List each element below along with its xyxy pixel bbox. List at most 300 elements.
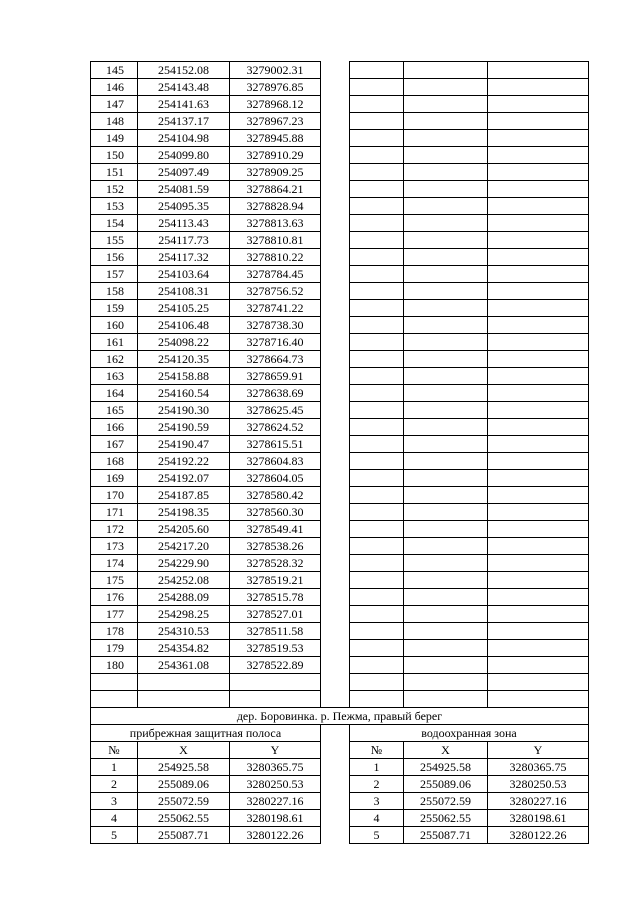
point-number: 174: [91, 555, 138, 572]
x-coordinate: 254217.20: [138, 538, 230, 555]
empty-cell: [350, 402, 404, 419]
x-coordinate: 254097.49: [138, 164, 230, 181]
table-row: [91, 79, 589, 96]
x-coordinate: 254141.63: [138, 96, 230, 113]
x-coordinate: 254143.48: [138, 79, 230, 96]
table-row: [91, 504, 589, 521]
table-row: [91, 623, 589, 640]
table-gap: [321, 725, 350, 742]
empty-cell: [404, 419, 488, 436]
empty-cell: [404, 657, 488, 674]
empty-cell: [350, 674, 404, 691]
x-coordinate: 254925.58: [404, 759, 488, 776]
empty-cell: [350, 351, 404, 368]
header-y: Y: [230, 742, 321, 759]
x-coordinate: 254098.22: [138, 334, 230, 351]
empty-cell: [404, 96, 488, 113]
empty-cell: [350, 96, 404, 113]
point-number: 145: [91, 62, 138, 79]
y-coordinate: 3280122.26: [230, 827, 321, 844]
empty-cell: [350, 470, 404, 487]
table-gap: [321, 215, 350, 232]
x-coordinate: 254361.08: [138, 657, 230, 674]
table-row: [91, 487, 589, 504]
point-number: 4: [91, 810, 138, 827]
empty-cell: [488, 232, 589, 249]
table-row: [91, 130, 589, 147]
empty-cell: [488, 164, 589, 181]
empty-cell: [404, 555, 488, 572]
table-gap: [321, 130, 350, 147]
empty-cell: [404, 572, 488, 589]
empty-cell: [488, 300, 589, 317]
y-coordinate: 3278604.83: [230, 453, 321, 470]
empty-cell: [404, 436, 488, 453]
y-coordinate: 3278968.12: [230, 96, 321, 113]
y-coordinate: 3280198.61: [230, 810, 321, 827]
empty-cell: [350, 79, 404, 96]
table-row: [91, 657, 589, 674]
table-gap: [321, 368, 350, 385]
table-row: [91, 147, 589, 164]
y-coordinate: 3279002.31: [230, 62, 321, 79]
table-row: [91, 759, 589, 776]
empty-cell: [488, 657, 589, 674]
y-coordinate: 3278527.01: [230, 606, 321, 623]
y-coordinate: 3278784.45: [230, 266, 321, 283]
empty-cell: [404, 691, 488, 708]
empty-cell: [350, 691, 404, 708]
empty-cell: [138, 674, 230, 691]
header-x: X: [404, 742, 488, 759]
point-number: 164: [91, 385, 138, 402]
table-row: [91, 402, 589, 419]
empty-cell: [350, 368, 404, 385]
y-coordinate: 3280250.53: [230, 776, 321, 793]
empty-cell: [488, 606, 589, 623]
point-number: 159: [91, 300, 138, 317]
table-gap: [321, 504, 350, 521]
empty-cell: [488, 198, 589, 215]
point-number: 1: [350, 759, 404, 776]
section-title-row: [91, 708, 589, 725]
table-gap: [321, 198, 350, 215]
empty-cell: [488, 419, 589, 436]
point-number: 147: [91, 96, 138, 113]
empty-cell: [404, 283, 488, 300]
table-gap: [321, 487, 350, 504]
empty-cell: [404, 470, 488, 487]
empty-cell: [350, 385, 404, 402]
point-number: 5: [91, 827, 138, 844]
point-number: 155: [91, 232, 138, 249]
table-row: [91, 351, 589, 368]
x-coordinate: 255072.59: [138, 793, 230, 810]
empty-cell: [350, 657, 404, 674]
table-row: [91, 113, 589, 130]
empty-cell: [350, 283, 404, 300]
empty-cell: [488, 623, 589, 640]
empty-cell: [350, 419, 404, 436]
empty-cell: [350, 130, 404, 147]
point-number: 148: [91, 113, 138, 130]
empty-cell: [404, 215, 488, 232]
y-coordinate: 3280122.26: [488, 827, 589, 844]
table-gap: [321, 62, 350, 79]
empty-cell: [488, 130, 589, 147]
empty-cell: [350, 198, 404, 215]
point-number: 166: [91, 419, 138, 436]
x-coordinate: 254104.98: [138, 130, 230, 147]
empty-cell: [350, 147, 404, 164]
point-number: 176: [91, 589, 138, 606]
point-number: 165: [91, 402, 138, 419]
table-gap: [321, 453, 350, 470]
coordinates-table: [90, 61, 589, 844]
table-gap: [321, 79, 350, 96]
empty-cell: [350, 317, 404, 334]
table-row: [91, 419, 589, 436]
point-number: 168: [91, 453, 138, 470]
table-gap: [321, 606, 350, 623]
y-coordinate: 3278528.32: [230, 555, 321, 572]
empty-cell: [404, 198, 488, 215]
point-number: 153: [91, 198, 138, 215]
empty-cell: [488, 385, 589, 402]
header-x: X: [138, 742, 230, 759]
table-row: [91, 589, 589, 606]
empty-cell: [91, 691, 138, 708]
empty-cell: [488, 96, 589, 113]
empty-cell: [350, 572, 404, 589]
empty-cell: [488, 249, 589, 266]
y-coordinate: 3278538.26: [230, 538, 321, 555]
point-number: 146: [91, 79, 138, 96]
point-number: 5: [350, 827, 404, 844]
table-gap: [321, 674, 350, 691]
x-coordinate: 255087.71: [138, 827, 230, 844]
table-gap: [321, 470, 350, 487]
empty-cell: [404, 606, 488, 623]
empty-cell: [350, 623, 404, 640]
table-row: [91, 249, 589, 266]
y-coordinate: 3278625.45: [230, 402, 321, 419]
point-number: 150: [91, 147, 138, 164]
y-coordinate: 3278580.42: [230, 487, 321, 504]
empty-cell: [488, 572, 589, 589]
x-coordinate: 254229.90: [138, 555, 230, 572]
empty-cell: [350, 555, 404, 572]
table-gap: [321, 334, 350, 351]
point-number: 173: [91, 538, 138, 555]
x-coordinate: 254105.25: [138, 300, 230, 317]
y-coordinate: 3278864.21: [230, 181, 321, 198]
x-coordinate: 254120.35: [138, 351, 230, 368]
y-coordinate: 3278615.51: [230, 436, 321, 453]
table-gap: [321, 827, 350, 844]
table-gap: [321, 657, 350, 674]
table-gap: [321, 793, 350, 810]
point-number: 1: [91, 759, 138, 776]
table-gap: [321, 538, 350, 555]
empty-cell: [404, 521, 488, 538]
empty-cell: [488, 368, 589, 385]
table-gap: [321, 351, 350, 368]
table-row: [91, 215, 589, 232]
empty-cell: [488, 283, 589, 300]
empty-cell: [488, 402, 589, 419]
empty-cell: [488, 266, 589, 283]
point-number: 156: [91, 249, 138, 266]
empty-cell: [488, 504, 589, 521]
empty-cell: [404, 249, 488, 266]
y-coordinate: 3278659.91: [230, 368, 321, 385]
table-row: [91, 232, 589, 249]
empty-cell: [488, 181, 589, 198]
empty-cell: [350, 232, 404, 249]
empty-cell: [404, 147, 488, 164]
y-coordinate: 3280365.75: [230, 759, 321, 776]
x-coordinate: 254117.32: [138, 249, 230, 266]
y-coordinate: 3280227.16: [488, 793, 589, 810]
empty-cell: [404, 266, 488, 283]
table-row: [91, 334, 589, 351]
empty-cell: [230, 674, 321, 691]
empty-cell: [350, 164, 404, 181]
x-coordinate: 255062.55: [404, 810, 488, 827]
empty-cell: [350, 487, 404, 504]
empty-cell: [350, 113, 404, 130]
x-coordinate: 255089.06: [138, 776, 230, 793]
table-gap: [321, 402, 350, 419]
table-row: [91, 572, 589, 589]
header-number: №: [91, 742, 138, 759]
empty-cell: [488, 589, 589, 606]
point-number: 4: [350, 810, 404, 827]
x-coordinate: 254354.82: [138, 640, 230, 657]
y-coordinate: 3280198.61: [488, 810, 589, 827]
table-gap: [321, 300, 350, 317]
y-coordinate: 3278810.22: [230, 249, 321, 266]
point-number: 178: [91, 623, 138, 640]
x-coordinate: 254137.17: [138, 113, 230, 130]
point-number: 157: [91, 266, 138, 283]
empty-cell: [91, 674, 138, 691]
x-coordinate: 254190.59: [138, 419, 230, 436]
table-row: [91, 538, 589, 555]
table-row: [91, 640, 589, 657]
table-gap: [321, 691, 350, 708]
y-coordinate: 3278945.88: [230, 130, 321, 147]
section-title: дер. Боровинка. р. Пежма, правый берег: [91, 708, 589, 725]
point-number: 2: [91, 776, 138, 793]
table-gap: [321, 249, 350, 266]
zone-title-row: [91, 725, 589, 742]
empty-cell: [488, 555, 589, 572]
empty-cell: [404, 130, 488, 147]
table-row: [91, 810, 589, 827]
x-coordinate: 254106.48: [138, 317, 230, 334]
empty-cell: [404, 674, 488, 691]
y-coordinate: 3280227.16: [230, 793, 321, 810]
table-row: [91, 96, 589, 113]
point-number: 152: [91, 181, 138, 198]
y-coordinate: 3278909.25: [230, 164, 321, 181]
y-coordinate: 3278549.41: [230, 521, 321, 538]
empty-cell: [350, 606, 404, 623]
point-number: 163: [91, 368, 138, 385]
empty-cell: [350, 181, 404, 198]
table-row: [91, 368, 589, 385]
table-row: [91, 181, 589, 198]
x-coordinate: 254160.54: [138, 385, 230, 402]
point-number: 3: [350, 793, 404, 810]
empty-cell: [404, 62, 488, 79]
y-coordinate: 3278511.58: [230, 623, 321, 640]
empty-cell: [404, 487, 488, 504]
table-row: [91, 606, 589, 623]
empty-cell: [404, 623, 488, 640]
point-number: 179: [91, 640, 138, 657]
empty-cell: [230, 691, 321, 708]
x-coordinate: 254925.58: [138, 759, 230, 776]
table-gap: [321, 181, 350, 198]
x-coordinate: 254081.59: [138, 181, 230, 198]
y-coordinate: 3278741.22: [230, 300, 321, 317]
empty-cell: [488, 436, 589, 453]
point-number: 162: [91, 351, 138, 368]
empty-cell: [404, 334, 488, 351]
x-coordinate: 254108.31: [138, 283, 230, 300]
x-coordinate: 254113.43: [138, 215, 230, 232]
x-coordinate: 254152.08: [138, 62, 230, 79]
empty-cell: [350, 589, 404, 606]
table-row: [91, 521, 589, 538]
point-number: 177: [91, 606, 138, 623]
empty-cell: [404, 164, 488, 181]
x-coordinate: 255087.71: [404, 827, 488, 844]
empty-cell: [350, 521, 404, 538]
empty-cell: [488, 470, 589, 487]
x-coordinate: 255072.59: [404, 793, 488, 810]
x-coordinate: 255089.06: [404, 776, 488, 793]
x-coordinate: 254117.73: [138, 232, 230, 249]
y-coordinate: 3278756.52: [230, 283, 321, 300]
table-gap: [321, 623, 350, 640]
table-gap: [321, 572, 350, 589]
empty-cell: [350, 249, 404, 266]
empty-cell: [404, 385, 488, 402]
y-coordinate: 3278519.53: [230, 640, 321, 657]
empty-cell: [404, 181, 488, 198]
table-row: [91, 555, 589, 572]
empty-cell: [488, 674, 589, 691]
empty-row: [91, 691, 589, 708]
x-coordinate: 254288.09: [138, 589, 230, 606]
table-row: [91, 453, 589, 470]
empty-cell: [138, 691, 230, 708]
table-gap: [321, 232, 350, 249]
table-gap: [321, 113, 350, 130]
y-coordinate: 3280250.53: [488, 776, 589, 793]
table-gap: [321, 385, 350, 402]
table-row: [91, 62, 589, 79]
empty-cell: [404, 113, 488, 130]
table-gap: [321, 147, 350, 164]
header-row: [91, 742, 589, 759]
empty-cell: [488, 334, 589, 351]
x-coordinate: 254187.85: [138, 487, 230, 504]
x-coordinate: 254190.30: [138, 402, 230, 419]
table-row: [91, 283, 589, 300]
table-gap: [321, 164, 350, 181]
table-row: [91, 300, 589, 317]
table-gap: [321, 742, 350, 759]
y-coordinate: 3278560.30: [230, 504, 321, 521]
table-gap: [321, 776, 350, 793]
x-coordinate: 254298.25: [138, 606, 230, 623]
empty-cell: [350, 453, 404, 470]
empty-cell: [488, 317, 589, 334]
table-gap: [321, 555, 350, 572]
table-gap: [321, 521, 350, 538]
empty-row: [91, 674, 589, 691]
table-row: [91, 266, 589, 283]
empty-cell: [404, 402, 488, 419]
table-gap: [321, 759, 350, 776]
y-coordinate: 3278967.23: [230, 113, 321, 130]
empty-cell: [404, 79, 488, 96]
table-gap: [321, 96, 350, 113]
point-number: 180: [91, 657, 138, 674]
y-coordinate: 3278828.94: [230, 198, 321, 215]
table-row: [91, 470, 589, 487]
point-number: 160: [91, 317, 138, 334]
table-row: [91, 776, 589, 793]
table-row: [91, 164, 589, 181]
header-number: №: [350, 742, 404, 759]
x-coordinate: 254310.53: [138, 623, 230, 640]
point-number: 172: [91, 521, 138, 538]
y-coordinate: 3278519.21: [230, 572, 321, 589]
empty-cell: [404, 504, 488, 521]
point-number: 175: [91, 572, 138, 589]
x-coordinate: 254205.60: [138, 521, 230, 538]
empty-cell: [488, 487, 589, 504]
point-number: 158: [91, 283, 138, 300]
table-gap: [321, 283, 350, 300]
empty-cell: [404, 317, 488, 334]
x-coordinate: 254252.08: [138, 572, 230, 589]
empty-cell: [488, 538, 589, 555]
point-number: 170: [91, 487, 138, 504]
y-coordinate: 3278604.05: [230, 470, 321, 487]
x-coordinate: 255062.55: [138, 810, 230, 827]
table-row: [91, 793, 589, 810]
x-coordinate: 254192.22: [138, 453, 230, 470]
empty-cell: [404, 351, 488, 368]
empty-cell: [350, 215, 404, 232]
empty-cell: [488, 79, 589, 96]
empty-cell: [350, 538, 404, 555]
empty-cell: [404, 640, 488, 657]
table-gap: [321, 810, 350, 827]
empty-cell: [404, 538, 488, 555]
empty-cell: [488, 62, 589, 79]
table-row: [91, 317, 589, 334]
empty-cell: [488, 640, 589, 657]
table-row: [91, 198, 589, 215]
